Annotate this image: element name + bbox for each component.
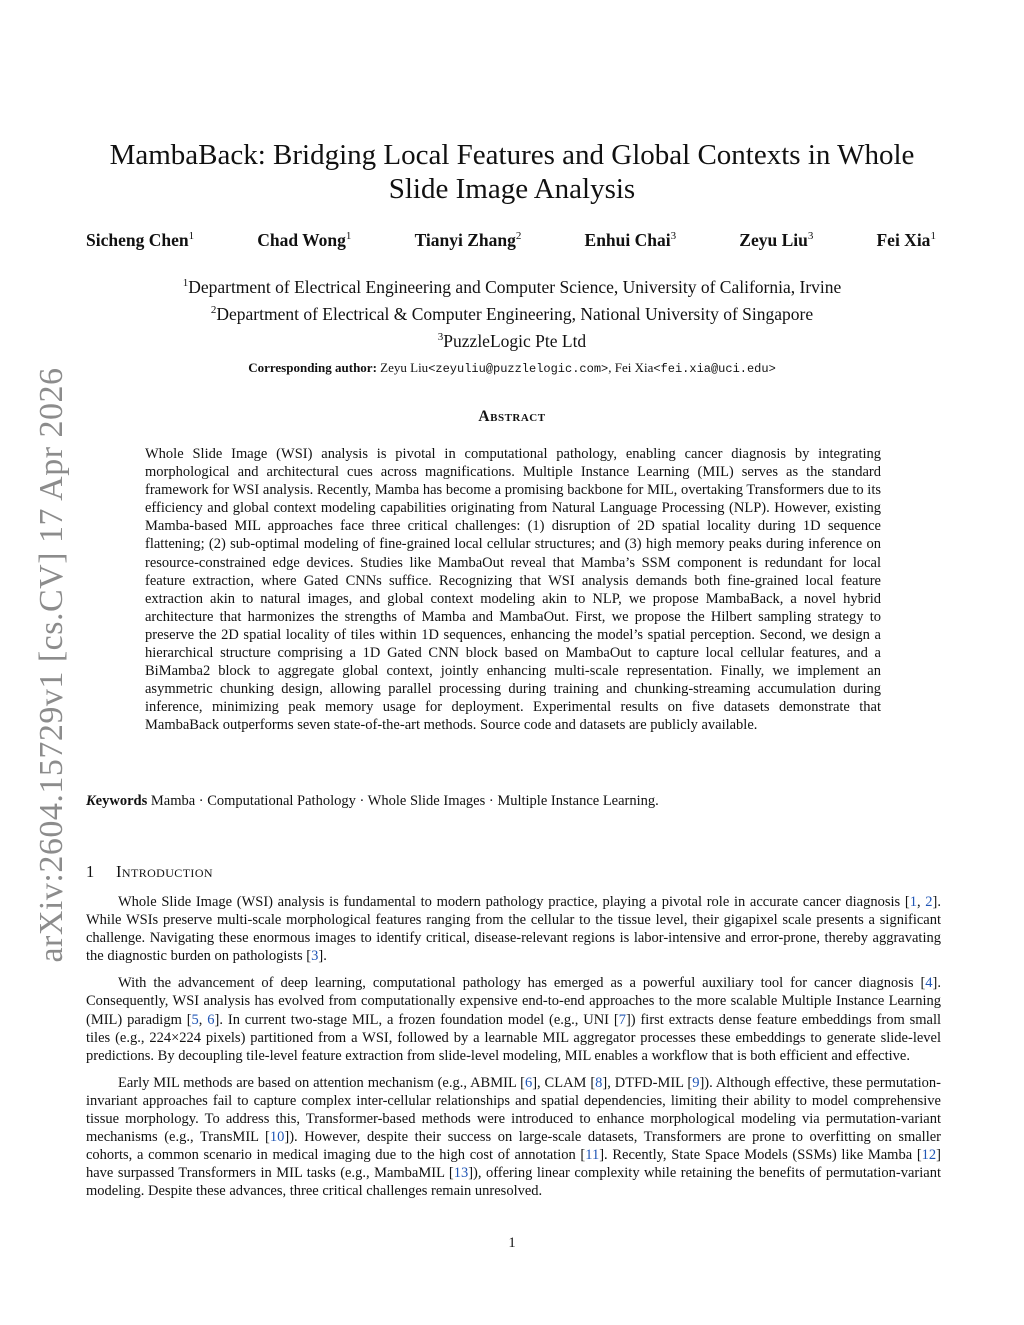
affiliation: $^2$Department of Electrical & Computer Engineering, National University of Singapore xyxy=(210,304,814,324)
citation-link[interactable]: 12 xyxy=(921,1147,937,1164)
introduction-body xyxy=(86,893,941,1210)
citation-link[interactable]: 6 xyxy=(524,1074,533,1091)
corresponding-label: Corresponding author: xyxy=(248,360,377,375)
citation-link[interactable]: 13 xyxy=(453,1165,469,1182)
citation-link[interactable]: 1 xyxy=(909,894,917,910)
citation-link[interactable]: 2 xyxy=(925,894,933,910)
intro-text: With the advancement of deep learning, computational pathology has emerged as a powerful auxiliary tool for cancer diagnosis [ xyxy=(118,975,926,992)
affiliation: $^3$PuzzleLogic Pte Ltd xyxy=(437,331,587,351)
intro-text: , xyxy=(198,1011,208,1028)
affiliation: $^1$Department of Electrical Engineering and Computer Science, University of California, Irvine xyxy=(182,277,842,297)
keywords-label: Keywords xyxy=(86,793,148,809)
email-link[interactable]: <zeyuliu@puzzlelogic.com> xyxy=(428,362,609,376)
citation-link[interactable]: 4 xyxy=(925,975,933,992)
author-list xyxy=(86,230,936,251)
intro-text: ], CLAM [ xyxy=(532,1074,596,1091)
corresponding-author-line: Corresponding author: Zeyu Liu<zeyuliu@puzzlelogic.com>, Fei Xia<fei.xia@uci.edu> xyxy=(248,360,776,376)
keywords-line xyxy=(86,793,946,810)
intro-text: ]. While WSIs preserve multi-scale morphological features ranging from the cellular to the tissue level, their gigapixel scale presents a significant challenge. Navigating these enormous images to identify critical, disease-relevant regions is labor-intensive and error-prone, thereby aggravating the diagnostic burden on pathologists [ xyxy=(86,894,942,965)
section-number: 1 xyxy=(86,862,95,881)
section-heading xyxy=(86,862,486,882)
intro-text: Early MIL methods are based on attention mechanism (e.g., ABMIL [ xyxy=(118,1074,525,1091)
intro-text: , xyxy=(916,894,926,910)
author: Sicheng Chen$^1$ xyxy=(86,230,195,250)
intro-text: ]. Recently, State Space Models (SSMs) like Mamba [ xyxy=(599,1147,922,1164)
intro-text: ]. Consequently, WSI analysis has evolved from computationally expensive end-to-end approaches to the more scalable Multiple Instance Learning (MIL) paradigm [ xyxy=(86,975,941,1028)
affiliation-list xyxy=(80,272,944,353)
arxiv-stamp xyxy=(32,367,72,963)
section-title: Introduction xyxy=(116,862,213,881)
citation-link[interactable]: 9 xyxy=(692,1074,700,1091)
citation-link[interactable]: 6 xyxy=(207,1011,215,1028)
citation-link[interactable]: 10 xyxy=(269,1129,285,1146)
intro-paragraph xyxy=(86,974,941,1064)
citation-link[interactable]: 8 xyxy=(595,1074,603,1091)
author: Fei Xia$^1$ xyxy=(876,230,936,250)
email-link[interactable]: <fei.xia@uci.edu> xyxy=(653,362,776,376)
intro-text: ]). However, despite their success on large-scale datasets, Transformers are prone to overfitting on smaller cohorts, a common scenario in medical imaging due to the high cost of annotation [ xyxy=(86,1129,941,1164)
intro-text: ]). Although effective, these permutation-invariant approaches fail to capture complex inter-cellular relationships and spatial dependencies, limiting their ability to model comprehensive tissue morphology. To address this, Transformer-based methods were introduced to enhance morphological modeling via permutation-variant mechanisms (e.g., TransMIL [ xyxy=(86,1074,941,1146)
intro-paragraph xyxy=(86,1074,941,1201)
intro-text: ]) first extracts dense feature embeddings from small tiles (e.g., 224×224 pixels) partitioned from a WSI, followed by a learnable MIL aggregator processes these embeddings to generate slide-level predictions. By decoupling tile-level feature extraction from slide-level modeling, MIL enables a workflow that is both efficient and effective. xyxy=(86,1011,942,1064)
author: Zeyu Liu$^3$ xyxy=(739,230,814,250)
citation-link[interactable]: 7 xyxy=(618,1011,626,1028)
page-number: 1 xyxy=(508,1235,516,1251)
intro-text: ]), offering linear complexity while retaining the benefits of permutation-variant modeling. Despite these advances, three critical challenges remain unresolved. xyxy=(86,1165,941,1200)
arxiv-identifier: arXiv:2604.15729v1 [cs.CV] 17 Apr 2026 xyxy=(33,367,70,963)
author: Chad Wong$^1$ xyxy=(257,230,352,250)
author: Enhui Chai$^3$ xyxy=(584,230,677,250)
citation-link[interactable]: 11 xyxy=(585,1147,600,1164)
author: Tianyi Zhang$^2$ xyxy=(414,230,522,250)
citation-link[interactable]: 3 xyxy=(311,948,319,965)
intro-text: ]. In current two-stage MIL, a frozen foundation model (e.g., UNI [ xyxy=(214,1011,619,1028)
citation-link[interactable]: 5 xyxy=(191,1011,199,1028)
intro-text: ], DTFD-MIL [ xyxy=(602,1074,693,1091)
intro-text: Whole Slide Image (WSI) analysis is fundamental to modern pathology practice, playing a pivotal role in accurate cancer diagnosis [ xyxy=(118,894,910,910)
abstract-heading: Abstract xyxy=(478,408,546,425)
intro-text: ] have surpassed Transformers in MIL tasks (e.g., MambaMIL [ xyxy=(86,1147,941,1182)
keywords-text: Mamba · Computational Pathology · Whole Slide Images · Multiple Instance Learning. xyxy=(150,793,659,809)
paper-title: MambaBack: Bridging Local Features and Global Contexts in Whole Slide Image Analysis xyxy=(109,139,915,205)
abstract-text: Whole Slide Image (WSI) analysis is pivotal in computational pathology, enabling cancer diagnosis by integrating morphological and architectural cues across magnifications. Multiple Instance Learning (MIL) serves as the standard framework for WSI analysis. Recently, Mamba has become a promising backbone for MIL, overtaking Transformers due to its efficiency and global context modeling capabilities originating from Natural Language Processing (NLP). However, existing Mamba-based MIL approaches face three critical challenges: (1) disruption of 2D spatial locality during 1D sequence flattening; (2) sub-optimal modeling of fine-grained local cellular structures; and (3) high memory peaks during inference on resource-constrained edge devices. Studies like MambaOut reveal that Mamba’s SSM component is redundant for local feature extraction, where Gated CNNs suffice. Recognizing that WSI analysis demands both fine-grained local feature extraction akin to natural images, and global context modeling akin to NLP, we propose MambaBack, a novel hybrid architecture that harmonizes the strengths of Mamba and MambaOut. First, we propose the Hilbert sampling strategy to preserve the 2D spatial locality of tiles within 1D sequences, enhancing the model’s spatial perception. Second, we design a hierarchical structure comprising a 1D Gated CNN block based on MambaOut to capture local cellular features, and a BiMamba2 block to aggregate global context, jointly enhancing multi-scale representation. Finally, we implement an asymmetric chunking design, allowing parallel processing during training and chunking-streaming accumulation during inference, minimizing peak memory usage for deployment. Experimental results on five datasets demonstrate that MambaBack outperforms seven state-of-the-art methods. Source code and datasets are publicly available. xyxy=(145,446,881,734)
intro-paragraph xyxy=(86,893,941,965)
intro-text: ]. xyxy=(318,948,327,965)
